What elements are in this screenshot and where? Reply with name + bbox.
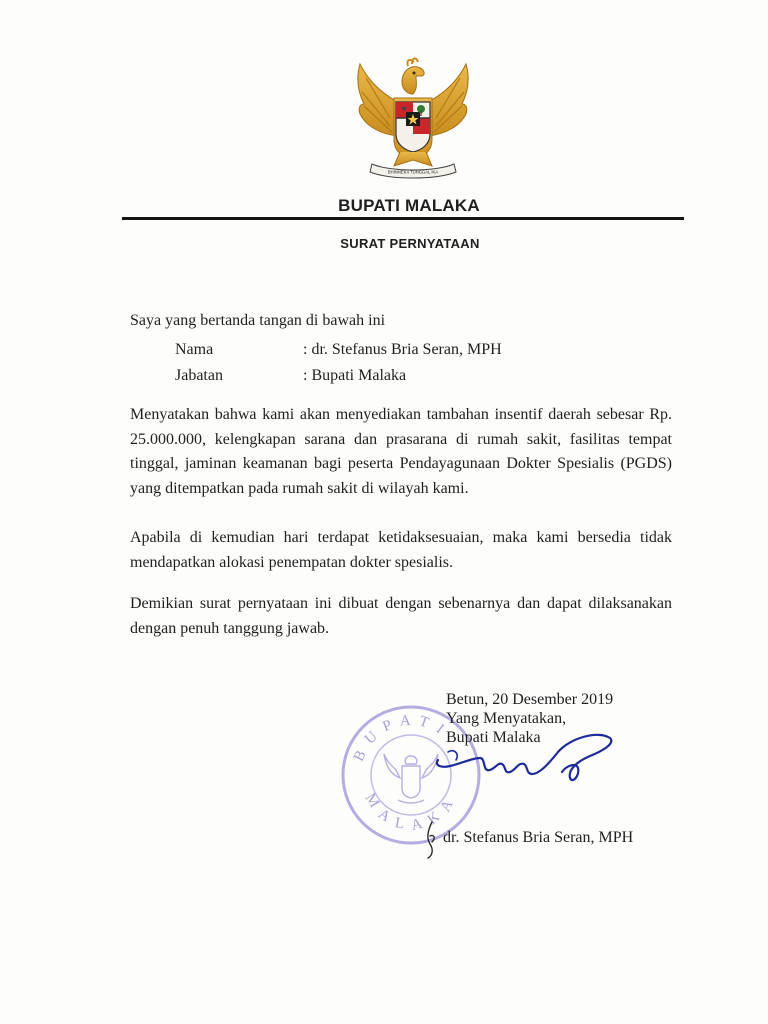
stamp-text-top: BUPATI <box>350 712 454 764</box>
signer-position: Bupati Malaka <box>446 729 541 746</box>
header-divider <box>122 217 684 220</box>
paragraph-statement: Menyatakan bahwa kami akan menyediakan tambahan insentif daerah sebesar Rp. 25.000.000, kelengkapan sarana dan prasarana di rumah sakit, fasilitas tempat tinggal, jaminan keamanan bagi peserta Pendayagunaan Dokter Spesialis (PGDS) yang ditempatkan pada rumah sakit di wilayah kami. <box>130 406 672 497</box>
garuda-pancasila-emblem-icon <box>350 48 476 182</box>
field-label-nama: Nama <box>175 341 214 358</box>
signer-name: dr. Stefanus Bria Seran, MPH <box>443 829 634 846</box>
paragraph-condition: Apabila di kemudian hari terdapat ketidaksesuaian, maka kami bersedia tidak mendapatkan alokasi penempatan dokter spesialis. <box>130 529 672 571</box>
motto-text: BHINNEKA TUNGGAL IKA <box>387 169 439 175</box>
office-title: BUPATI MALAKA <box>338 196 480 215</box>
signer-statement: Yang Menyatakan, <box>446 710 567 727</box>
stamp-text-bottom: MALAKA <box>361 789 461 834</box>
field-label-jabatan: Jabatan <box>175 367 223 384</box>
field-value-jabatan: : Bupati Malaka <box>303 367 407 384</box>
place-date: Betun, 20 Desember 2019 <box>446 691 614 708</box>
paragraph-closing: Demikian surat pernyataan ini dibuat dengan sebenarnya dan dapat dilaksanakan dengan penuh tanggung jawab. <box>130 595 672 637</box>
field-value-nama: : dr. Stefanus Bria Seran, MPH <box>303 341 502 358</box>
document-title: SURAT PERNYATAAN <box>340 236 480 251</box>
intro-text: Saya yang bertanda tangan di bawah ini <box>130 312 386 329</box>
initial-mark <box>420 820 440 860</box>
